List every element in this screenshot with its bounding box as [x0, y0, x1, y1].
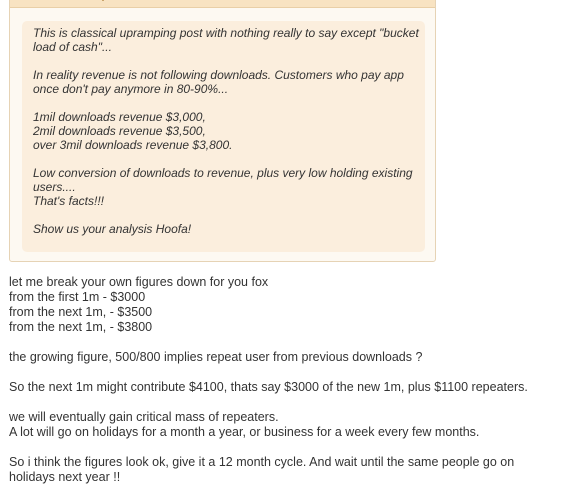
reply-paragraph — [9, 350, 564, 365]
reply-line: holidays next year !! — [9, 470, 121, 484]
quote-paragraph — [33, 110, 415, 152]
reply-line: the growing figure, 500/800 implies repeat user from previous downloads ? — [9, 350, 423, 364]
quote-line: over 3mil downloads revenue $3,800. — [33, 138, 233, 152]
quote-line: That's facts!!! — [33, 194, 104, 208]
reply-line: So the next 1m might contribute $4100, thats say $3000 of the new 1m, plus $1100 repeaters. — [9, 380, 528, 394]
quote-line: In reality revenue is not following downloads. Customers who pay app — [33, 68, 404, 82]
quote-header-mark — [102, 0, 104, 1]
reply-body — [9, 275, 564, 500]
quote-paragraph — [33, 26, 419, 54]
quote-box — [9, 0, 436, 262]
reply-line: So i think the figures look ok, give it a 12 month cycle. And wait until the same people go on — [9, 455, 515, 469]
quote-line: once don't pay anymore in 80-90%... — [33, 82, 229, 96]
quote-line: users.... — [33, 180, 76, 194]
reply-paragraph — [9, 455, 564, 485]
quote-line: Show us your analysis Hoofa! — [33, 222, 192, 236]
quote-line: 1mil downloads revenue $3,000, — [33, 110, 206, 124]
reply-paragraph — [9, 275, 564, 335]
reply-line: we will eventually gain critical mass of repeaters. — [9, 410, 279, 424]
quote-line: This is classical upramping post with nothing really to say except "bucket — [33, 26, 419, 40]
quote-header — [10, 0, 435, 8]
quote-paragraph — [33, 68, 415, 96]
reply-line: from the next 1m, - $3800 — [9, 320, 153, 334]
quote-line: 2mil downloads revenue $3,500, — [33, 124, 206, 138]
reply-paragraph — [9, 410, 564, 440]
quote-body — [22, 21, 425, 252]
reply-line: from the next 1m, - $3500 — [9, 305, 153, 319]
quote-paragraph — [33, 222, 415, 236]
reply-line: A lot will go on holidays for a month a year, or business for a week every few months. — [9, 425, 480, 439]
reply-paragraph — [9, 380, 564, 395]
reply-line: let me break your own figures down for you fox — [9, 275, 269, 289]
quote-paragraph — [33, 166, 415, 208]
quote-line: load of cash"... — [33, 40, 112, 54]
reply-line: from the first 1m - $3000 — [9, 290, 146, 304]
quote-line: Low conversion of downloads to revenue, plus very low holding existing — [33, 166, 413, 180]
